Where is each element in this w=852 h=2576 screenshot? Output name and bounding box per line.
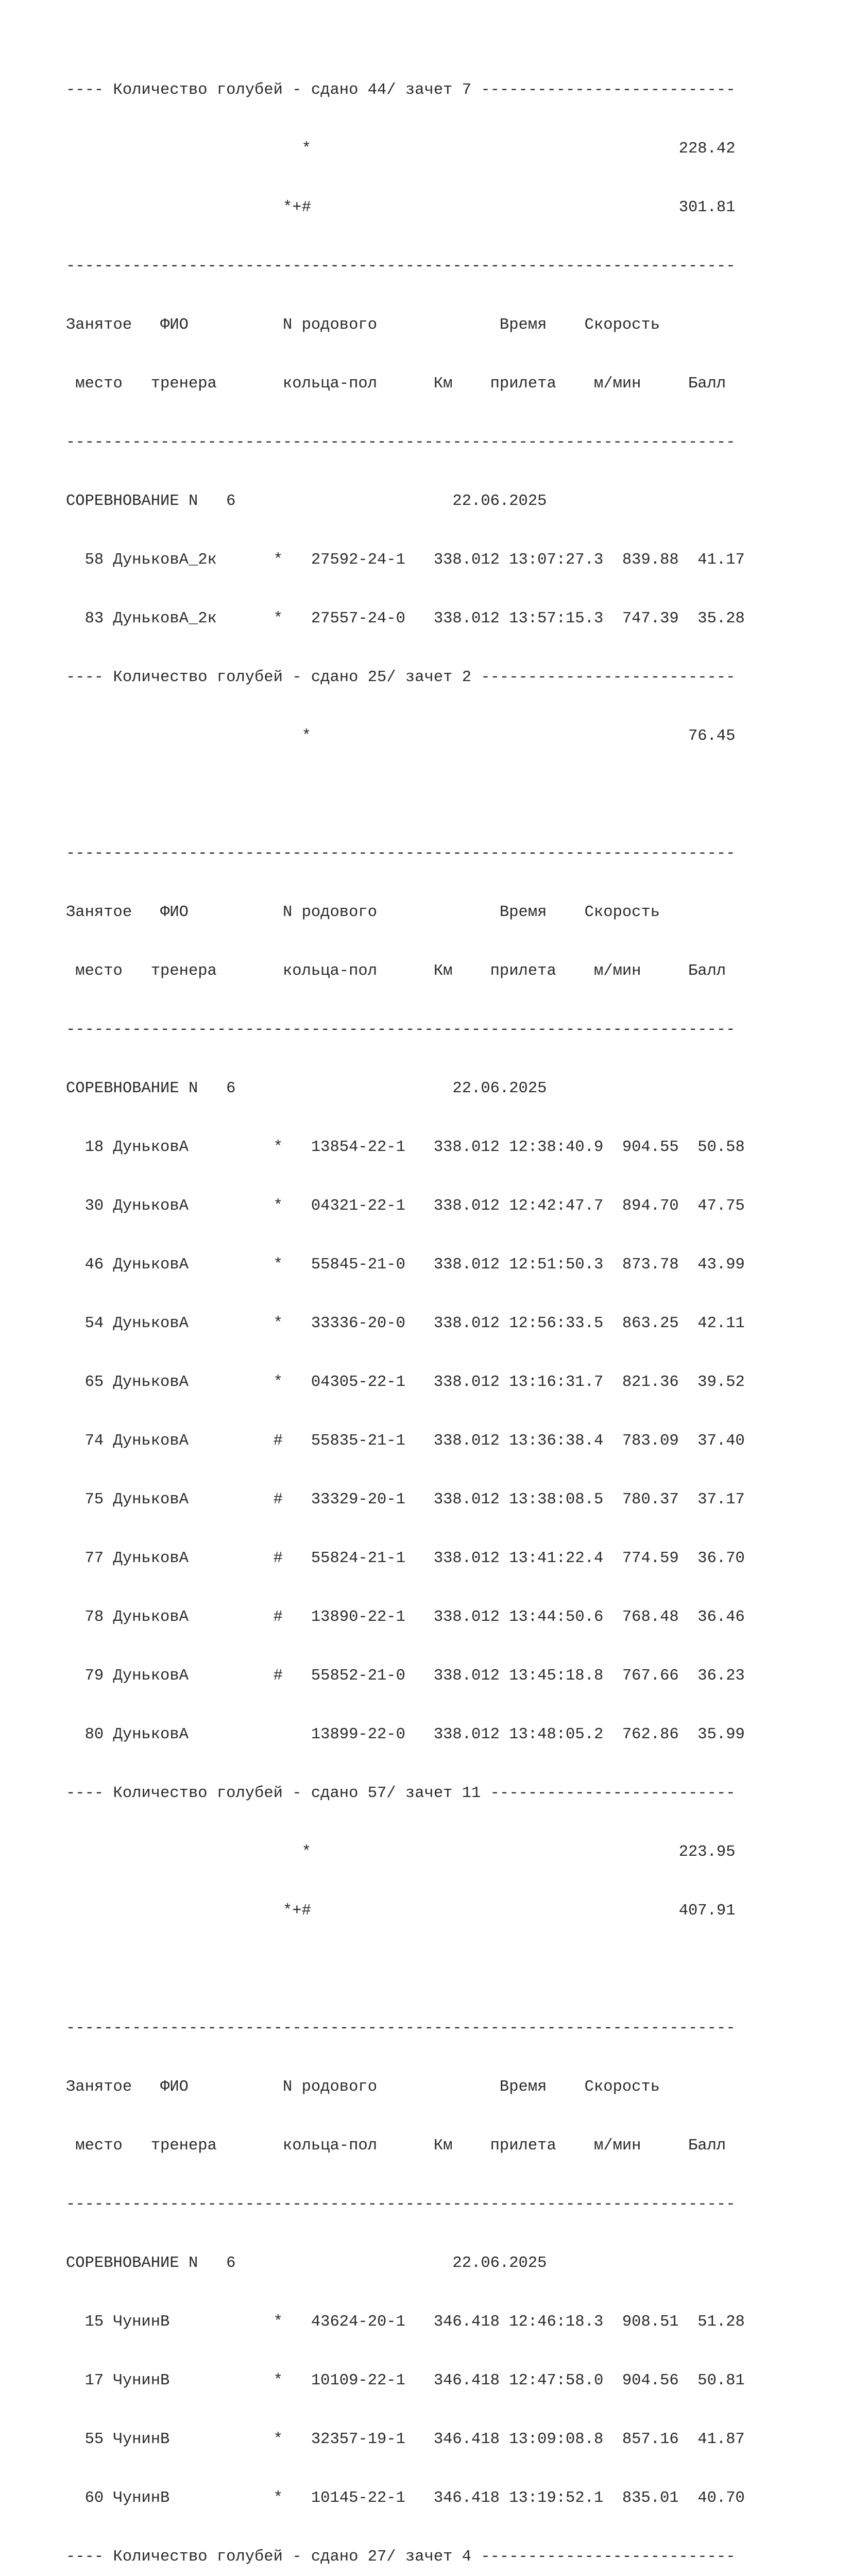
table-row: 75 ДуньковА # 33329-20-1 338.012 13:38:08.5 780.37 37.17 [66,1491,745,1509]
table-row: 80 ДуньковА 13899-22-0 338.012 13:48:05.2 762.86 35.99 [66,1726,745,1743]
table-row: 65 ДуньковА * 04305-22-1 338.012 13:16:31.7 821.36 39.52 [66,1374,745,1391]
subtotal-line: * 76.45 [66,727,736,745]
table-header-line: место тренера кольца-пол Км прилета м/мин Балл [66,962,726,980]
blank-line [66,1960,745,1979]
table-row: 58 ДуньковА_2к * 27592-24-1 338.012 13:07:27.3 839.88 41.17 [66,551,745,569]
subtotal-line: *+# 301.81 [66,199,736,216]
table-header-line: место тренера кольца-пол Км прилета м/мин Балл [66,375,726,393]
blank-line [66,785,745,805]
separator-line: ----------------------------------------------------------------------- [66,2196,736,2213]
table-row: 60 ЧунинВ * 10145-22-1 346.418 13:19:52.1 835.01 40.70 [66,2489,745,2507]
table-header-line: Занятое ФИО N родового Время Скорость [66,316,660,334]
table-header-line: Занятое ФИО N родового Время Скорость [66,904,660,921]
summary-line: ---- Количество голубей - сдано 27/ зачет 4 --------------------------- [66,2548,736,2566]
table-row: 78 ДуньковА # 13890-22-1 338.012 13:44:50.6 768.48 36.46 [66,1608,745,1626]
competition-line: СОРЕВНОВАНИЕ N 6 22.06.2025 [66,493,547,510]
table-row: 46 ДуньковА * 55845-21-0 338.012 12:51:50.3 873.78 43.99 [66,1256,745,1274]
table-row: 17 ЧунинВ * 10109-22-1 346.418 12:47:58.0 904.56 50.81 [66,2372,745,2389]
table-row: 18 ДуньковА * 13854-22-1 338.012 12:38:40.9 904.55 50.58 [66,1139,745,1156]
competition-line: СОРЕВНОВАНИЕ N 6 22.06.2025 [66,2255,547,2272]
table-row: 54 ДуньковА * 33336-20-0 338.012 12:56:33.5 863.25 42.11 [66,1315,745,1332]
table-row: 79 ДуньковА # 55852-21-0 338.012 13:45:18.8 767.66 36.23 [66,1667,745,1685]
table-row: 15 ЧунинВ * 43624-20-1 346.418 12:46:18.3 908.51 51.28 [66,2313,745,2331]
subtotal-line: * 228.42 [66,140,736,158]
summary-line: ---- Количество голубей - сдано 57/ зачет 11 -------------------------- [66,1785,736,1802]
table-header-line: место тренера кольца-пол Км прилета м/мин Балл [66,2137,726,2155]
summary-line: ---- Количество голубей - сдано 25/ зачет 2 --------------------------- [66,669,736,686]
table-row: 83 ДуньковА_2к * 27557-24-0 338.012 13:57:15.3 747.39 35.28 [66,610,745,628]
separator-line: ----------------------------------------------------------------------- [66,1021,736,1039]
separator-line: ----------------------------------------------------------------------- [66,434,736,451]
table-header-line: Занятое ФИО N родового Время Скорость [66,2078,660,2096]
separator-line: ----------------------------------------------------------------------- [66,258,736,275]
subtotal-line: *+# 407.91 [66,1902,736,1920]
summary-line: ---- Количество голубей - сдано 44/ зачет 7 --------------------------- [66,81,736,99]
separator-line: ----------------------------------------------------------------------- [66,845,736,862]
separator-line: ----------------------------------------------------------------------- [66,2020,736,2037]
table-row: 74 ДуньковА # 55835-21-1 338.012 13:36:38.4 783.09 37.40 [66,1432,745,1450]
table-row: 77 ДуньковА # 55824-21-1 338.012 13:41:22.4 774.59 36.70 [66,1550,745,1567]
results-document [66,41,745,2576]
competition-line: СОРЕВНОВАНИЕ N 6 22.06.2025 [66,1080,547,1097]
subtotal-line: * 223.95 [66,1843,736,1861]
table-row: 55 ЧунинВ * 32357-19-1 346.418 13:09:08.8 857.16 41.87 [66,2431,745,2448]
table-row: 30 ДуньковА * 04321-22-1 338.012 12:42:47.7 894.70 47.75 [66,1197,745,1215]
